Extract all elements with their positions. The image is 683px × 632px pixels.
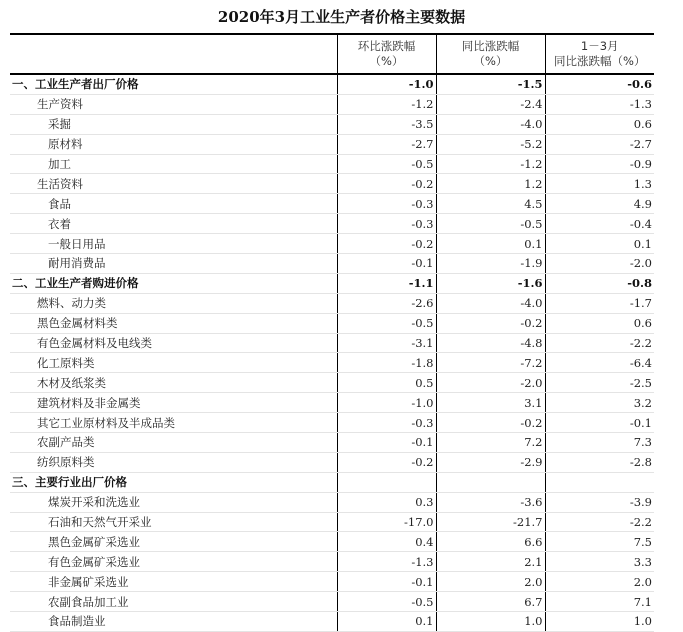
table-row	[10, 134, 654, 154]
header-ytd	[545, 34, 654, 74]
yoy-value: -4.0	[436, 114, 545, 134]
yoy-value: -4.8	[436, 333, 545, 353]
yoy-value: 4.5	[436, 194, 545, 214]
table-row	[10, 154, 654, 174]
table-row	[10, 492, 654, 512]
row-label: 三、主要行业出厂价格	[10, 472, 337, 492]
mom-value: -2.7	[337, 134, 436, 154]
yoy-value: 0.1	[436, 234, 545, 254]
mom-value: -0.1	[337, 572, 436, 592]
row-label: 农副食品加工业	[10, 592, 337, 612]
row-label: 建筑材料及非金属类	[10, 393, 337, 413]
yoy-value: -2.9	[436, 452, 545, 472]
row-label: 有色金属矿采选业	[10, 552, 337, 572]
table-row	[10, 74, 654, 94]
table-header-row	[10, 34, 654, 74]
table-row	[10, 373, 654, 393]
ytd-value: -0.9	[545, 154, 654, 174]
yoy-value: -1.6	[436, 273, 545, 293]
table-row	[10, 234, 654, 254]
table-row	[10, 194, 654, 214]
ytd-value: -2.7	[545, 134, 654, 154]
yoy-value: -0.2	[436, 413, 545, 433]
ytd-value: -0.1	[545, 413, 654, 433]
table-row	[10, 413, 654, 433]
yoy-value: 6.6	[436, 532, 545, 552]
mom-value: -1.3	[337, 552, 436, 572]
mom-value: -2.6	[337, 293, 436, 313]
mom-value: -0.2	[337, 174, 436, 194]
row-label: 衣着	[10, 214, 337, 234]
ytd-value: 7.1	[545, 592, 654, 612]
mom-value: -1.8	[337, 353, 436, 373]
table-row	[10, 452, 654, 472]
yoy-value	[436, 472, 545, 492]
row-label: 一、工业生产者出厂价格	[10, 74, 337, 94]
mom-value: -0.1	[337, 433, 436, 453]
header-indicator	[10, 34, 337, 74]
yoy-value: -1.9	[436, 254, 545, 274]
table-row	[10, 472, 654, 492]
yoy-value: -1.2	[436, 154, 545, 174]
table-row	[10, 512, 654, 532]
header-line2: 同比涨跌幅（%）	[554, 54, 646, 68]
row-label: 食品	[10, 194, 337, 214]
row-label: 加工	[10, 154, 337, 174]
row-label: 采掘	[10, 114, 337, 134]
table-row	[10, 313, 654, 333]
row-label: 燃料、动力类	[10, 293, 337, 313]
ytd-value: 0.6	[545, 313, 654, 333]
ytd-value: -3.9	[545, 492, 654, 512]
mom-value: -1.0	[337, 393, 436, 413]
ytd-value	[545, 472, 654, 492]
yoy-value: 2.1	[436, 552, 545, 572]
table-row	[10, 433, 654, 453]
row-label: 农副产品类	[10, 433, 337, 453]
yoy-value: -0.5	[436, 214, 545, 234]
mom-value: 0.3	[337, 492, 436, 512]
yoy-value: 7.2	[436, 433, 545, 453]
row-label: 有色金属材料及电线类	[10, 333, 337, 353]
mom-value: 0.4	[337, 532, 436, 552]
ytd-value: -0.4	[545, 214, 654, 234]
mom-value: -0.2	[337, 452, 436, 472]
table-row	[10, 592, 654, 612]
header-mom	[337, 34, 436, 74]
row-label: 耐用消费品	[10, 254, 337, 274]
mom-value: -0.5	[337, 313, 436, 333]
page-title: 2020年3月工业生产者价格主要数据	[217, 8, 466, 26]
header-line2: （%）	[369, 54, 404, 68]
mom-value: -0.3	[337, 214, 436, 234]
mom-value	[337, 472, 436, 492]
ytd-value: -2.5	[545, 373, 654, 393]
header-line1: 环比涨跌幅	[357, 39, 416, 53]
ytd-value: -2.2	[545, 333, 654, 353]
row-label: 一般日用品	[10, 234, 337, 254]
yoy-value: -2.4	[436, 94, 545, 114]
table-row	[10, 572, 654, 592]
row-label: 黑色金属矿采选业	[10, 532, 337, 552]
yoy-value: 2.0	[436, 572, 545, 592]
mom-value: -0.3	[337, 194, 436, 214]
ytd-value: -2.0	[545, 254, 654, 274]
mom-value: -0.1	[337, 254, 436, 274]
row-label: 原材料	[10, 134, 337, 154]
ytd-value: -2.8	[545, 452, 654, 472]
ytd-value: -2.2	[545, 512, 654, 532]
row-label: 煤炭开采和洗选业	[10, 492, 337, 512]
ytd-value: 7.3	[545, 433, 654, 453]
table-row	[10, 393, 654, 413]
ytd-value: 3.2	[545, 393, 654, 413]
row-label: 食品制造业	[10, 612, 337, 632]
header-line2: （%）	[473, 54, 508, 68]
table-row	[10, 273, 654, 293]
row-label: 生产资料	[10, 94, 337, 114]
table-row	[10, 532, 654, 552]
yoy-value: -0.2	[436, 313, 545, 333]
mom-value: -17.0	[337, 512, 436, 532]
table-row	[10, 114, 654, 134]
ytd-value: 2.0	[545, 572, 654, 592]
yoy-value: -5.2	[436, 134, 545, 154]
ytd-value: 0.1	[545, 234, 654, 254]
mom-value: -3.5	[337, 114, 436, 134]
mom-value: -1.2	[337, 94, 436, 114]
table-row	[10, 552, 654, 572]
table-row	[10, 333, 654, 353]
header-line1: 同比涨跌幅	[461, 39, 520, 53]
ytd-value: -6.4	[545, 353, 654, 373]
header-line1: 1－3月	[580, 39, 619, 53]
yoy-value: 1.0	[436, 612, 545, 632]
row-label: 非金属矿采选业	[10, 572, 337, 592]
yoy-value: -2.0	[436, 373, 545, 393]
table-row	[10, 612, 654, 632]
mom-value: 0.5	[337, 373, 436, 393]
ytd-value: 0.6	[545, 114, 654, 134]
yoy-value: -4.0	[436, 293, 545, 313]
mom-value: -0.3	[337, 413, 436, 433]
ytd-value: 4.9	[545, 194, 654, 214]
ytd-value: -1.3	[545, 94, 654, 114]
yoy-value: -1.5	[436, 74, 545, 94]
row-label: 化工原料类	[10, 353, 337, 373]
table-row	[10, 214, 654, 234]
row-label: 木材及纸浆类	[10, 373, 337, 393]
ytd-value: 1.3	[545, 174, 654, 194]
mom-value: -3.1	[337, 333, 436, 353]
ytd-value: 1.0	[545, 612, 654, 632]
table-row	[10, 174, 654, 194]
ytd-value: 3.3	[545, 552, 654, 572]
yoy-value: -3.6	[436, 492, 545, 512]
table-row	[10, 293, 654, 313]
row-label: 生活资料	[10, 174, 337, 194]
table-row	[10, 254, 654, 274]
row-label: 石油和天然气开采业	[10, 512, 337, 532]
yoy-value: 1.2	[436, 174, 545, 194]
price-data-table	[10, 33, 654, 632]
ytd-value: 7.5	[545, 532, 654, 552]
row-label: 黑色金属材料类	[10, 313, 337, 333]
mom-value: 0.1	[337, 612, 436, 632]
row-label: 纺织原料类	[10, 452, 337, 472]
mom-value: -0.5	[337, 592, 436, 612]
ytd-value: -1.7	[545, 293, 654, 313]
table-row	[10, 353, 654, 373]
yoy-value: 6.7	[436, 592, 545, 612]
mom-value: -0.5	[337, 154, 436, 174]
yoy-value: 3.1	[436, 393, 545, 413]
mom-value: -1.0	[337, 74, 436, 94]
table-body	[10, 74, 654, 631]
header-yoy	[436, 34, 545, 74]
mom-value: -0.2	[337, 234, 436, 254]
ytd-value: -0.6	[545, 74, 654, 94]
row-label: 其它工业原材料及半成品类	[10, 413, 337, 433]
table-row	[10, 94, 654, 114]
ytd-value: -0.8	[545, 273, 654, 293]
yoy-value: -21.7	[436, 512, 545, 532]
yoy-value: -7.2	[436, 353, 545, 373]
mom-value: -1.1	[337, 273, 436, 293]
row-label: 二、工业生产者购进价格	[10, 273, 337, 293]
